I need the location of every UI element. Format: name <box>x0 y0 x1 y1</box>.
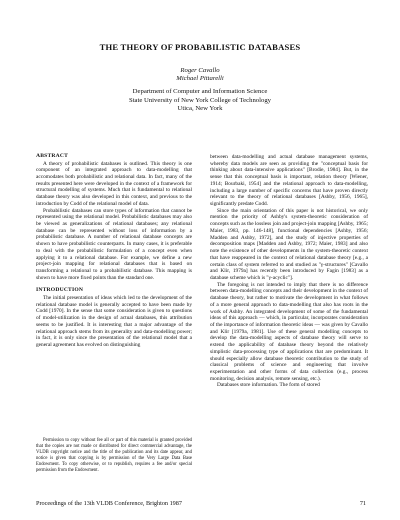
abstract-paragraph: A theory of probabilistic databases is outlined. This theory is one component of an integrated approach to data-modelling that accomodates both probabilistic and relational data. In fact, many of the results presented here were developed in the context of a framework for structural modelling of systems. Much that is fundamental to relational database theory was also developed in this context, and previous to the introduction by Codd of the relational model of data. <box>36 160 192 207</box>
body-paragraph: The foregoing is not intended to imply that there is no difference between data-modelling concepts and their development in the context of database theory, but rather to motivate the development in what follows of a more general approach to data-modelling that also has roots in the work of Ashby. An integrated development of some of the fundamental ideas of this approach — which, in particular, incorporates consideration of the importance of information theoretic ideas — was given by Cavallo and Klir [1979a, 1981]. Use of these general modelling concepts to develop the data-modelling aspects of database theory will serve to extend the applicability of database theory beyond the relatively simplistic data-processing type of applications that are predominant. It should especially allow database theoretic contribution to the study of classical problems of science and engineering that involve experimentation and other forms of data collection (e.g., process monitoring, decision analysis, remote sensing, etc.). <box>210 281 368 382</box>
affiliation-line: Utica, New York <box>177 105 223 113</box>
left-column <box>36 153 192 349</box>
abstract-paragraph: Probabilistic databases can store types of information that cannot be represented using the relational model. Probabilistic databases may also be viewed as generalizations of relational databases; any relational database can be represented without loss of information by a probabilistic database. A number of relational database concepts are shown to have probabilistic counterparts. In many cases, it is preferable to deal with the probabilistic formulation of a concept even when applying it to a relational database. For example, we define a new project-join mapping for relational databases that is based on transforming a relational to a probabilistic database. This mapping is shown to have more fixed points than the standard one. <box>36 207 192 281</box>
abstract-heading: ABSTRACT <box>36 153 69 159</box>
body-paragraph: Databases store information. The form of stored <box>217 382 320 389</box>
permission-notice: Permission to copy without fee all or part of this material is granted provided that the copies are not made or distributed for direct commercial advantage, the VLDB copyright notice and the title of the publication and its date appear, and notice is given that copying is by permission of the Very Large Data Base Endowment. To copy otherwise, or to republish, requires a fee and/or special permission from the Endowment. <box>36 438 192 474</box>
author-name: Michael Pittarelli <box>176 75 224 83</box>
introduction-heading: INTRODUCTION <box>36 287 84 294</box>
body-paragraph: Since the main orientation of this paper is not historical, we only mention the priority of Ashby's system-theoretic consideration of concepts such as the lossless join and project-join mapping [Ashby, 1965; Maier, 1983, pp. 146-148], functional dependencies [Ashby, 1956; Madden and Ashby, 1972], and the study of injective properties of decomposition maps [Madden and Ashby, 1972; Maier, 1983] and also note the existence of other developments in the system-theoretic context that have reappeared in the context of relational database theory [e.g., a certain class of system referred to and studied as "γ-structures" [Cavallo and Klir, 1979a] has recently been introduced by Fagin [1983] as a database scheme which is "γ-acyclic"]. <box>210 207 368 281</box>
right-column <box>210 154 368 389</box>
author-name: Roger Cavallo <box>180 67 220 74</box>
author-list <box>0 67 400 83</box>
affiliation-line: State University of New York College of Technology <box>128 96 272 104</box>
paper-title: THE THEORY OF PROBABILISTIC DATABASES <box>99 42 301 52</box>
introduction-paragraph: The initial presentation of ideas which led to the development of the relational database model is generally accepted to have been made by Codd [1970]. In the sense that some consideration is given to questions of model-utilization in the design of actual databases, this attribution seems to be justified. It is interesting that a major advantage of the relational approach stems from its generality and data-modelling power; in fact, it is only since the presentation of the relational model that a general agreement has evolved on distinguishing <box>36 294 192 348</box>
page-number: 71 <box>359 500 366 507</box>
affiliation-line: Department of Computer and Information Science <box>132 88 268 95</box>
affiliation <box>0 88 400 114</box>
proceedings-footer: Proceedings of the 13th VLDB Conference, Brighton 1987 <box>36 500 182 507</box>
body-paragraph: between data-modelling and actual database management systems, whereby data models are seen as providing the "conceptual basis for thinking about data-intensive applications" [Brodie, 1984]. But, in the sense that this conceptual basis is important, relation theory [Wiener, 1914; Bourbaki, 1954] and the relational approach to data-modelling, including a large number of specific concerns that have proven directly relevant to the theory of relational databases [Ashby, 1956, 1965], significantly predate Codd. <box>210 154 368 208</box>
